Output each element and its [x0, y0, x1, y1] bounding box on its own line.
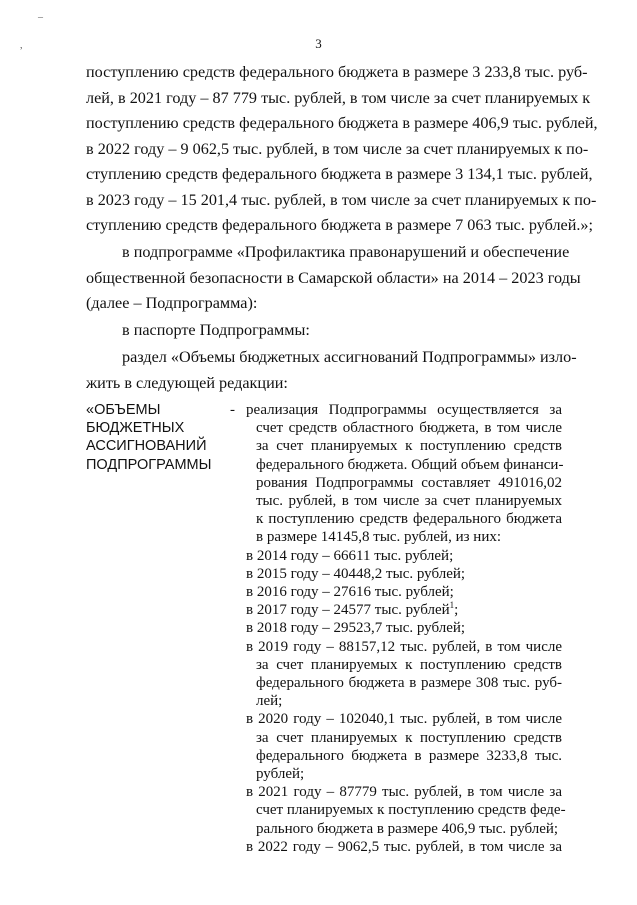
content-line: рального бюджета в размере 406,9 тыс. рублей;	[256, 820, 559, 837]
content-line: в 2016 году – 27616 тыс. рублей;	[246, 584, 454, 601]
content-line: лей;	[256, 693, 283, 710]
table-dash: -	[230, 402, 235, 418]
content-line: за счет планируемых к поступлению средств	[256, 729, 562, 746]
text-line: в паспорте Подпрограммы:	[122, 321, 310, 339]
content-line: реализация Подпрограммы осуществляется за	[246, 402, 562, 418]
content-line: в 2014 году – 66611 тыс. рублей;	[246, 547, 454, 564]
text-line: в 2023 году – 15 201,4 тыс. рублей, в том числе за счет планируемых к по-	[86, 190, 597, 209]
paragraph-1	[86, 60, 598, 239]
content-line: за счет планируемых к поступлению средств	[256, 438, 562, 455]
text-line: лей, в 2021 году – 87 779 тыс. рублей, в том числе за счет планируемых к	[86, 88, 591, 107]
content-line: федерального бюджета. Общий объем финанси-	[256, 456, 564, 473]
content-line: счет средств областного бюджета, в том числе	[256, 420, 562, 437]
text-line: поступлению средств федерального бюджета в размере 3 233,8 тыс. руб-	[86, 63, 588, 81]
text-line: ступлению средств федерального бюджета в размере 7 063 тыс. рублей.»;	[86, 216, 594, 234]
page-number: 3	[315, 36, 322, 51]
content-line: в размере 14145,8 тыс. рублей, из них:	[256, 529, 502, 546]
content-line: федерального бюджета в размере 3233,8 тыс.	[256, 747, 562, 764]
content-line	[246, 601, 562, 619]
label-line: БЮДЖЕТНЫХ	[86, 420, 185, 437]
text-line: жить в следующей редакции:	[86, 373, 288, 392]
content-line: в 2021 году – 87779 тыс. рублей, в том числе за	[246, 784, 562, 801]
content-line: в 2015 году – 40448,2 тыс. рублей;	[246, 565, 466, 582]
content-line: счет планируемых к поступлению средств феде-	[256, 802, 566, 819]
paragraph-3	[86, 318, 568, 344]
text-line: поступлению средств федерального бюджета в размере 406,9 тыс. рублей,	[86, 114, 598, 132]
text-line: в подпрограмме «Профилактика правонарушений и обеспечение	[122, 243, 570, 261]
scan-mark: ,	[20, 40, 23, 51]
content-line-tail: ;	[454, 602, 459, 619]
content-line: в 2018 году – 29523,7 тыс. рублей;	[246, 620, 466, 637]
content-line: рования Подпрограммы составляет 491016,02	[256, 474, 562, 491]
text-line: ступлению средств федерального бюджета в размере 3 134,1 тыс. рублей,	[86, 165, 593, 183]
content-line: в 2019 году – 88157,12 тыс. рублей, в том числе	[246, 638, 562, 655]
content-line: федерального бюджета в размере 308 тыс. руб-	[256, 675, 562, 692]
content-line: тыс. рублей, в том числе за счет планируемых	[256, 493, 562, 510]
label-line: АССИГНОВАНИЙ	[86, 438, 207, 455]
label-line: «ОБЪЕМЫ	[86, 402, 161, 418]
content-line: за счет планируемых к поступлению средств	[256, 656, 562, 673]
content-line: рублей;	[256, 766, 305, 783]
label-line: ПОДПРОГРАММЫ	[86, 456, 212, 473]
text-line: (далее – Подпрограмма):	[86, 294, 258, 312]
text-line: раздел «Объемы бюджетных ассигнований Подпрограммы» изло-	[122, 348, 577, 366]
content-line: к поступлению средств федерального бюджета	[256, 511, 562, 528]
content-line: в 2022 году – 9062,5 тыс. рублей, в том числе за	[246, 838, 562, 855]
scan-mark: –	[38, 12, 43, 23]
table-content	[246, 401, 566, 856]
paragraph-4	[86, 345, 577, 396]
content-line-text: в 2017 году – 24577 тыс. рублей	[246, 602, 450, 619]
footnote-marker: 1	[449, 600, 455, 611]
text-line: общественной безопасности в Самарской области» на 2014 – 2023 годы	[86, 268, 581, 287]
paragraph-2	[86, 240, 581, 317]
table-label	[86, 401, 236, 474]
content-line: в 2020 году – 102040,1 тыс. рублей, в том числе	[246, 711, 562, 728]
text-line: в 2022 году – 9 062,5 тыс. рублей, в том числе за счет планируемых к по-	[86, 139, 589, 158]
